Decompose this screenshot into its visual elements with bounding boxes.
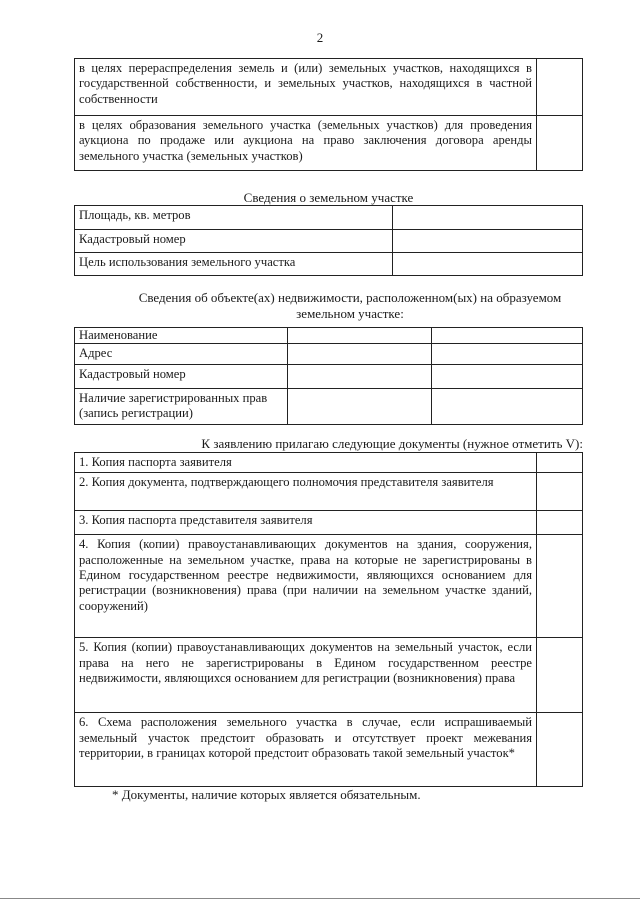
document-item: 2. Копия документа, подтверждающего полномочия представителя заявителя — [75, 473, 537, 511]
table-row — [75, 116, 583, 171]
purpose-table — [74, 58, 583, 171]
land-info-label: Площадь, кв. метров — [75, 206, 393, 230]
property-info-value[interactable] — [288, 364, 432, 388]
page-bottom-divider — [0, 898, 640, 899]
property-info-value[interactable] — [432, 344, 583, 364]
land-info-value[interactable] — [393, 253, 583, 276]
table-row — [75, 206, 583, 230]
property-info-value[interactable] — [288, 344, 432, 364]
property-info-value[interactable] — [432, 388, 583, 424]
table-row — [75, 713, 583, 787]
property-info-table — [74, 327, 583, 425]
document-checkbox[interactable] — [537, 638, 583, 713]
documents-table — [74, 452, 583, 787]
page-number: 2 — [316, 30, 324, 45]
document-item: 3. Копия паспорта представителя заявителя — [75, 511, 537, 535]
table-row — [75, 473, 583, 511]
table-row — [75, 344, 583, 364]
property-info-value[interactable] — [432, 364, 583, 388]
property-info-title: Сведения об объекте(ах) недвижимости, расположенном(ых) на образуемом земельном участке: — [138, 290, 562, 321]
purpose-option-text: в целях образования земельного участка (земельных участков) для проведения аукциона по продаже или аукциона на право заключения договора аренды земельного участка (земельных участков) — [75, 116, 537, 171]
land-info-value[interactable] — [393, 206, 583, 230]
property-info-value[interactable] — [432, 328, 583, 344]
footnote: * Документы, наличие которых является обязательным. — [112, 787, 421, 802]
table-row — [75, 511, 583, 535]
document-checkbox[interactable] — [537, 473, 583, 511]
table-row — [75, 535, 583, 638]
purpose-option-text: в целях перераспределения земель и (или) земельных участков, находящихся в государственной собственности, и земельных участков, находящихся в частной собственности — [75, 59, 537, 116]
table-row — [75, 328, 583, 344]
document-item: 5. Копия (копии) правоустанавливающих документов на земельный участок, если права на него не зарегистрированы в Едином государственном реестре недвижимости, являющихся основанием для регистрации (возникновения) права — [75, 638, 537, 713]
document-checkbox[interactable] — [537, 713, 583, 787]
property-info-value[interactable] — [288, 388, 432, 424]
property-info-value[interactable] — [288, 328, 432, 344]
documents-title: К заявлению прилагаю следующие документы (нужное отметить V): — [201, 436, 583, 451]
document-checkbox[interactable] — [537, 453, 583, 473]
document-item: 1. Копия паспорта заявителя — [75, 453, 537, 473]
document-checkbox[interactable] — [537, 535, 583, 638]
document-item: 4. Копия (копии) правоустанавливающих документов на здания, сооружения, расположенные на земельном участке, права на которые не зарегистрированы в Едином государственном реестре недвижимости, являющихся основанием для регистрации (возникновения) права (при наличии на земельном участке зданий, сооружений) — [75, 535, 537, 638]
table-row — [75, 638, 583, 713]
table-row — [75, 230, 583, 253]
table-row — [75, 388, 583, 424]
land-info-label: Цель использования земельного участка — [75, 253, 393, 276]
table-row — [75, 453, 583, 473]
land-info-table — [74, 205, 583, 276]
property-info-label: Кадастровый номер — [75, 364, 288, 388]
document-item: 6. Схема расположения земельного участка в случае, если испрашиваемый земельный участок предстоит образовать и отсутствует проект межевания территории, в границах которой предстоит образовать такой земельный участок* — [75, 713, 537, 787]
land-info-value[interactable] — [393, 230, 583, 253]
property-info-label: Адрес — [75, 344, 288, 364]
property-info-label: Наличие зарегистрированных прав (запись регистрации) — [75, 388, 288, 424]
document-checkbox[interactable] — [537, 511, 583, 535]
purpose-option-checkbox[interactable] — [537, 116, 583, 171]
table-row — [75, 253, 583, 276]
table-row — [75, 364, 583, 388]
purpose-option-checkbox[interactable] — [537, 59, 583, 116]
property-info-label: Наименование — [75, 328, 288, 344]
table-row — [75, 59, 583, 116]
land-info-label: Кадастровый номер — [75, 230, 393, 253]
land-info-title: Сведения о земельном участке — [243, 190, 414, 205]
